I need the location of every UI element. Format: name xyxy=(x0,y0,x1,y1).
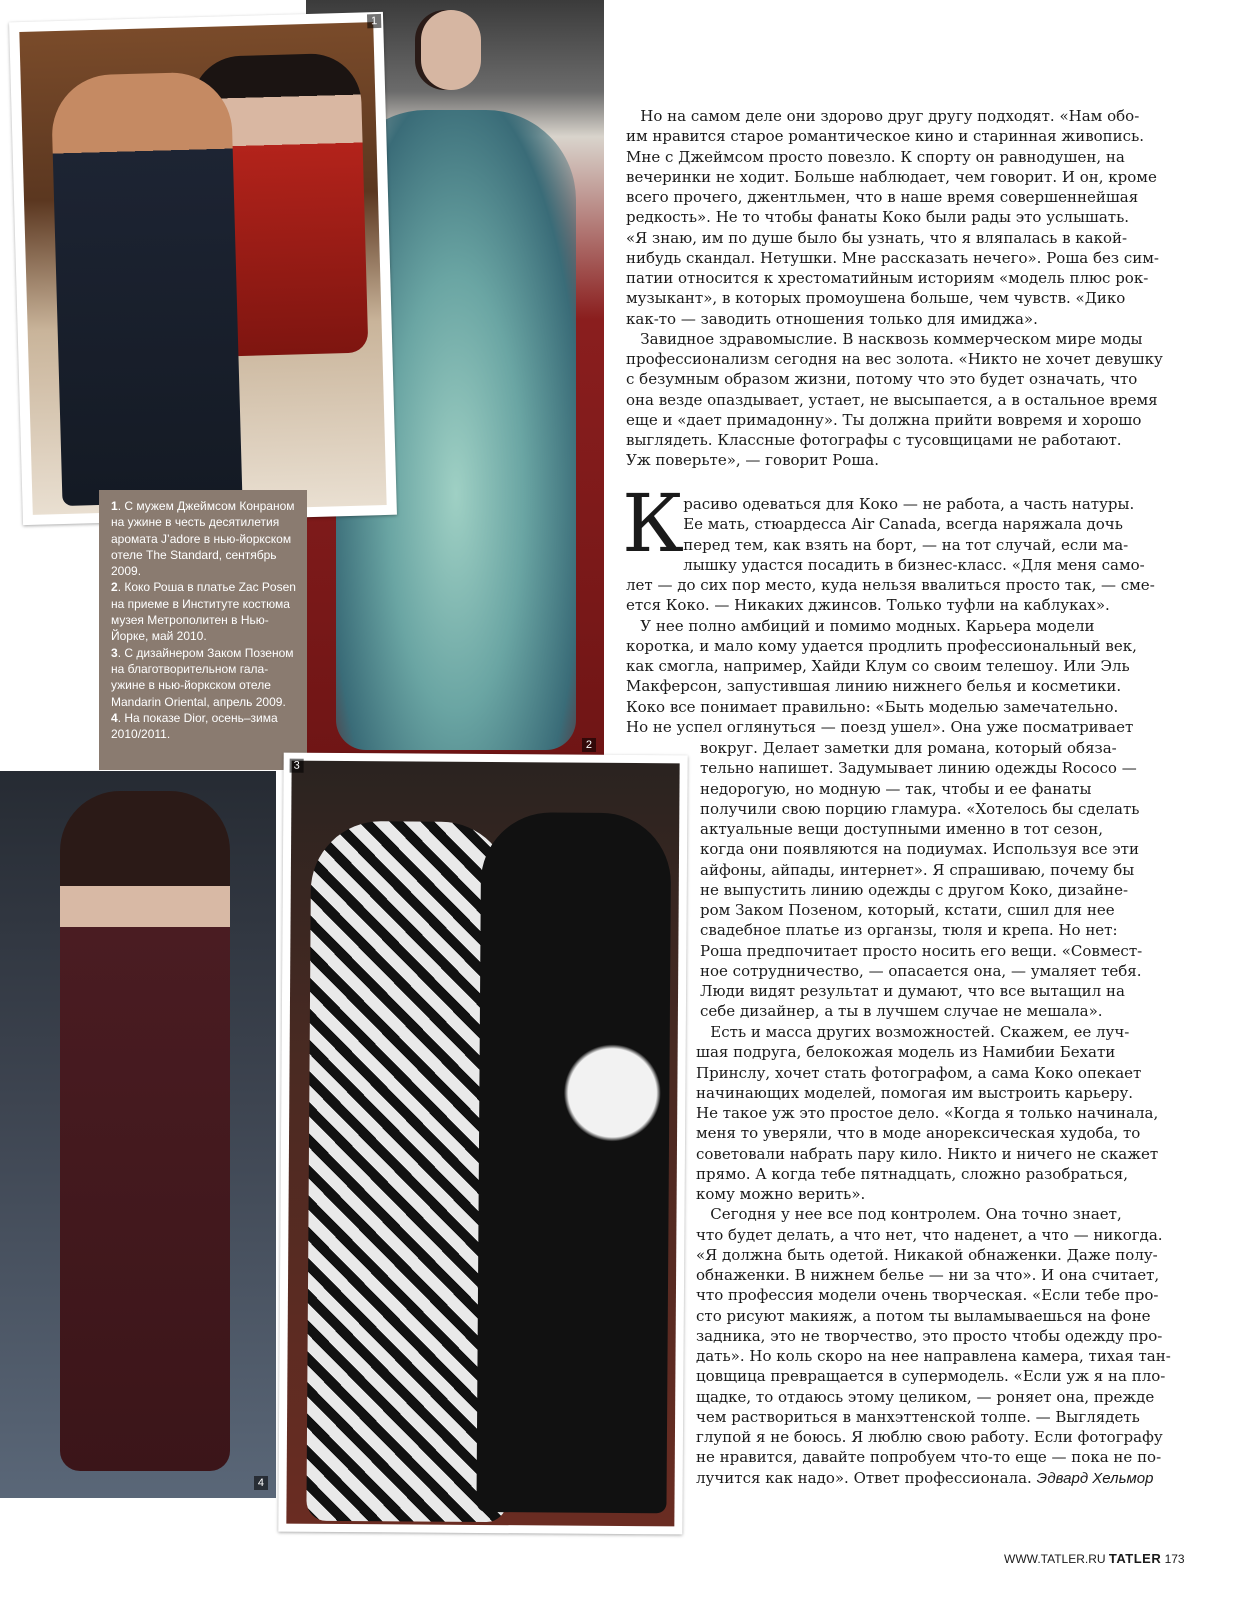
text-line: шая подруга, белокожая модель из Намибии Бехати xyxy=(696,1043,1116,1062)
text-line: прямо. А когда тебе пятнадцать, сложно разобраться, xyxy=(696,1164,1128,1183)
text-line: кому можно верить». xyxy=(696,1185,866,1203)
text-line: коротка, и мало кому удается продлить профессиональный век, xyxy=(626,636,1137,655)
author-byline: Эдвард Хельмор xyxy=(1036,1469,1154,1487)
text-line: дать». Но коль скоро на нее направлена камера, тихая тан- xyxy=(696,1347,1171,1365)
text-line: Уж поверьте», — говорит Роша. xyxy=(626,451,879,470)
text-line: не нравится, давайте попробуем что-то еще — пока не по- xyxy=(696,1448,1162,1467)
photo-number: 3 xyxy=(290,759,304,773)
text-line: Коко все понимает правильно: «Быть моделью замечательно. xyxy=(626,697,1119,716)
text-line: Мне с Джеймсом просто повезло. К спорту он равнодушен, на xyxy=(626,147,1125,166)
photo-captions xyxy=(99,490,307,770)
text-line: еще и «дает примадонну». Ты должна прийти вовремя и хорошо xyxy=(626,410,1142,429)
text-line: задника, это не творчество, это просто чтобы одежду про- xyxy=(696,1326,1163,1345)
text-line: профессионализм сегодня на вес золота. «Никто не хочет девушку xyxy=(626,350,1163,368)
text-line: лышку удастся посадить в бизнес-класс. «Для меня само- xyxy=(626,555,1145,574)
text-line: Завидное здравомыслие. В насквозь коммерческом мире моды xyxy=(626,329,1143,348)
text-line: им нравится старое романтическое кино и старинная живопись. xyxy=(626,127,1144,146)
text-line: Роша предпочитает просто носить его вещи. «Совмест- xyxy=(700,941,1143,960)
text-line: получили свою порцию гламура. «Хотелось бы сделать xyxy=(700,799,1140,818)
photo-figure xyxy=(421,10,481,90)
article-column-2 xyxy=(626,494,1155,737)
text-line: чем раствориться в манхэттенской толпе. — Выглядеть xyxy=(696,1407,1140,1426)
photo-with-designer xyxy=(278,753,687,1535)
photo-image xyxy=(19,22,386,515)
article-column-1 xyxy=(626,106,1163,471)
text-line: Но на самом деле они здорово друг другу подходят. «Нам обо- xyxy=(626,107,1140,125)
text-line: редкость». Не то чтобы фанаты Коко были рады это услышать. xyxy=(626,208,1130,227)
text-line: с безумным образом жизни, потому что это будет означать, что xyxy=(626,370,1138,389)
text-line: начинающих моделей, помогая им выстроить карьеру. xyxy=(696,1083,1134,1102)
text-line: расиво одеваться для Коко — не работа, а часть натуры. xyxy=(626,495,1135,513)
text-line: тельно напишет. Задумывает линию одежды Rococo — xyxy=(700,759,1137,778)
text-line: что будет делать, а что нет, что наденет, а что — никогда. xyxy=(696,1225,1163,1244)
text-line: ется Коко. — Никаких джинсов. Только туфли на каблуках». xyxy=(626,596,1110,615)
photo-figure xyxy=(51,71,243,506)
text-line: всего прочего, джентльмен, что в наше время совершеннейшая xyxy=(626,188,1139,206)
photo-number: 1 xyxy=(367,14,382,28)
text-line: Но не успел оглянуться — поезд ушел». Она уже посматривает xyxy=(626,717,1134,736)
text-line: вечеринки не ходит. Больше наблюдает, чем говорит. И он, кроме xyxy=(626,167,1157,186)
caption-item: 2. Коко Роша в платье Zac Posen на приеме в Институте костюма музея Метрополитен в Нью-Йорке, май 2010. xyxy=(111,580,296,644)
text-line: Принслу, хочет стать фотографом, а сама Коко опекает xyxy=(696,1063,1142,1082)
photo-runway xyxy=(0,771,276,1498)
article-column-3 xyxy=(700,738,1142,1022)
photo-couple-dinner xyxy=(9,12,397,525)
caption-item: 1. С мужем Джеймсом Конраном на ужине в честь десятилетия аромата J’adore в нью-йоркском отеле The Standard, сентябрь 2009. xyxy=(111,499,295,579)
footer-brand: TATLER xyxy=(1108,1551,1162,1566)
text-line: Не такое уж это простое дело. «Когда я только начинала, xyxy=(696,1104,1159,1122)
text-line: перед тем, как взять на борт, — на тот случай, если ма- xyxy=(626,535,1129,554)
text-line: Сегодня у нее все под контролем. Она точно знает, xyxy=(696,1205,1122,1224)
text-line: ное сотрудничество, — опасается она, — умаляет тебя. xyxy=(700,961,1142,980)
text-line: Люди видят результат и думают, что все вытащил на xyxy=(700,982,1125,1000)
text-line: Макферсон, запустившая линию нижнего белья и косметики. xyxy=(626,677,1122,696)
photo-figure xyxy=(60,791,230,1471)
page-number: 173 xyxy=(1164,1552,1185,1566)
text-line: не выпустить линию одежды с другом Коко, дизайне- xyxy=(700,880,1129,899)
caption-item: 3. С дизайнером Заком Позеном на благотворительном гала-ужине в нью-йоркском отеле Mandarin Oriental, апрель 2009. xyxy=(111,645,294,709)
drop-cap: К xyxy=(622,477,684,570)
text-line: когда они появляются на подиумах. Используя все эти xyxy=(700,840,1139,859)
text-line: Ее мать, стюардесса Air Canada, всегда наряжала дочь xyxy=(626,515,1123,534)
footer-url: WWW.TATLER.RU xyxy=(1004,1552,1106,1566)
text-line: она везде опаздывает, устает, не высыпается, а в остальное время xyxy=(626,390,1158,409)
article-column-4 xyxy=(696,1022,1171,1488)
text-line: музыкант», в которых промоушена больше, чем чувств. «Дико xyxy=(626,289,1126,308)
text-line: себе дизайнер, а ты в лучшем случае не мешала». xyxy=(700,1002,1103,1021)
text-line: Есть и масса других возможностей. Скажем, ее луч- xyxy=(696,1023,1130,1041)
text-line: айфоны, айпады, интернет». Я спрашиваю, почему бы xyxy=(700,860,1135,879)
text-line: цовщица превращается в супермодель. «Если уж я на пло- xyxy=(696,1367,1166,1386)
text-line: «Я должна быть одетой. Никакой обнаженки. Даже полу- xyxy=(696,1245,1158,1264)
text-line: как-то — заводить отношения только для имиджа». xyxy=(626,309,1038,328)
text-line: недорогую, но модную — так, чтобы и ее фанаты xyxy=(700,779,1092,798)
photo-image xyxy=(286,761,679,1527)
text-line: ром Заком Позеном, который, кстати, сшил для нее xyxy=(700,901,1115,919)
text-line: лет — до сих пор место, куда нельзя ввалиться просто так, — сме- xyxy=(626,576,1155,594)
photo-figure xyxy=(476,812,671,1513)
text-line: актуальные вещи доступными именно в тот сезон, xyxy=(700,820,1104,838)
text-line: как смогла, например, Хайди Клум со своим телешоу. Или Эль xyxy=(626,657,1130,675)
photo-number: 4 xyxy=(254,1476,268,1490)
text-line: свадебное платье из органзы, тюля и крепа. Но нет: xyxy=(700,921,1118,940)
text-line: глупой я не боюсь. Я люблю свою работу. Если фотографу xyxy=(696,1428,1163,1446)
text-line: нибудь скандал. Нетушки. Мне рассказать нечего». Роша без сим- xyxy=(626,248,1159,267)
text-line: вокруг. Делает заметки для романа, который обяза- xyxy=(700,739,1117,757)
closing-text: лучится как надо». Ответ профессионала. xyxy=(696,1468,1032,1487)
photo-number: 2 xyxy=(582,738,596,752)
text-line: выглядеть. Классные фотографы с тусовщицами не работают. xyxy=(626,431,1122,449)
text-line: сто рисуют макияж, а потом ты выламываешься на фоне xyxy=(696,1306,1151,1325)
text-line: «Я знаю, им по душе было бы узнать, что я вляпалась в какой- xyxy=(626,228,1128,247)
page-footer xyxy=(1004,1551,1185,1566)
text-line: обнаженки. В нижнем белье — ни за что». И она считает, xyxy=(696,1266,1160,1284)
caption-item: 4. На показе Dior, осень–зима 2010/2011. xyxy=(111,710,278,742)
text-line: У нее полно амбиций и помимо модных. Карьера модели xyxy=(626,616,1095,635)
text-line xyxy=(696,1468,1171,1488)
text-line: патии относится к хрестоматийным историям «модель плюс рок- xyxy=(626,269,1149,287)
text-line: меня то уверяли, что в моде анорексическая худоба, то xyxy=(696,1124,1141,1143)
text-line: щадке, то отдаюсь этому целиком, — роняет она, прежде xyxy=(696,1387,1155,1406)
text-line: советовали набрать пару кило. Никто и ничего не скажет xyxy=(696,1144,1159,1163)
text-line: что профессия модели очень творческая. «Если тебе про- xyxy=(696,1286,1159,1305)
